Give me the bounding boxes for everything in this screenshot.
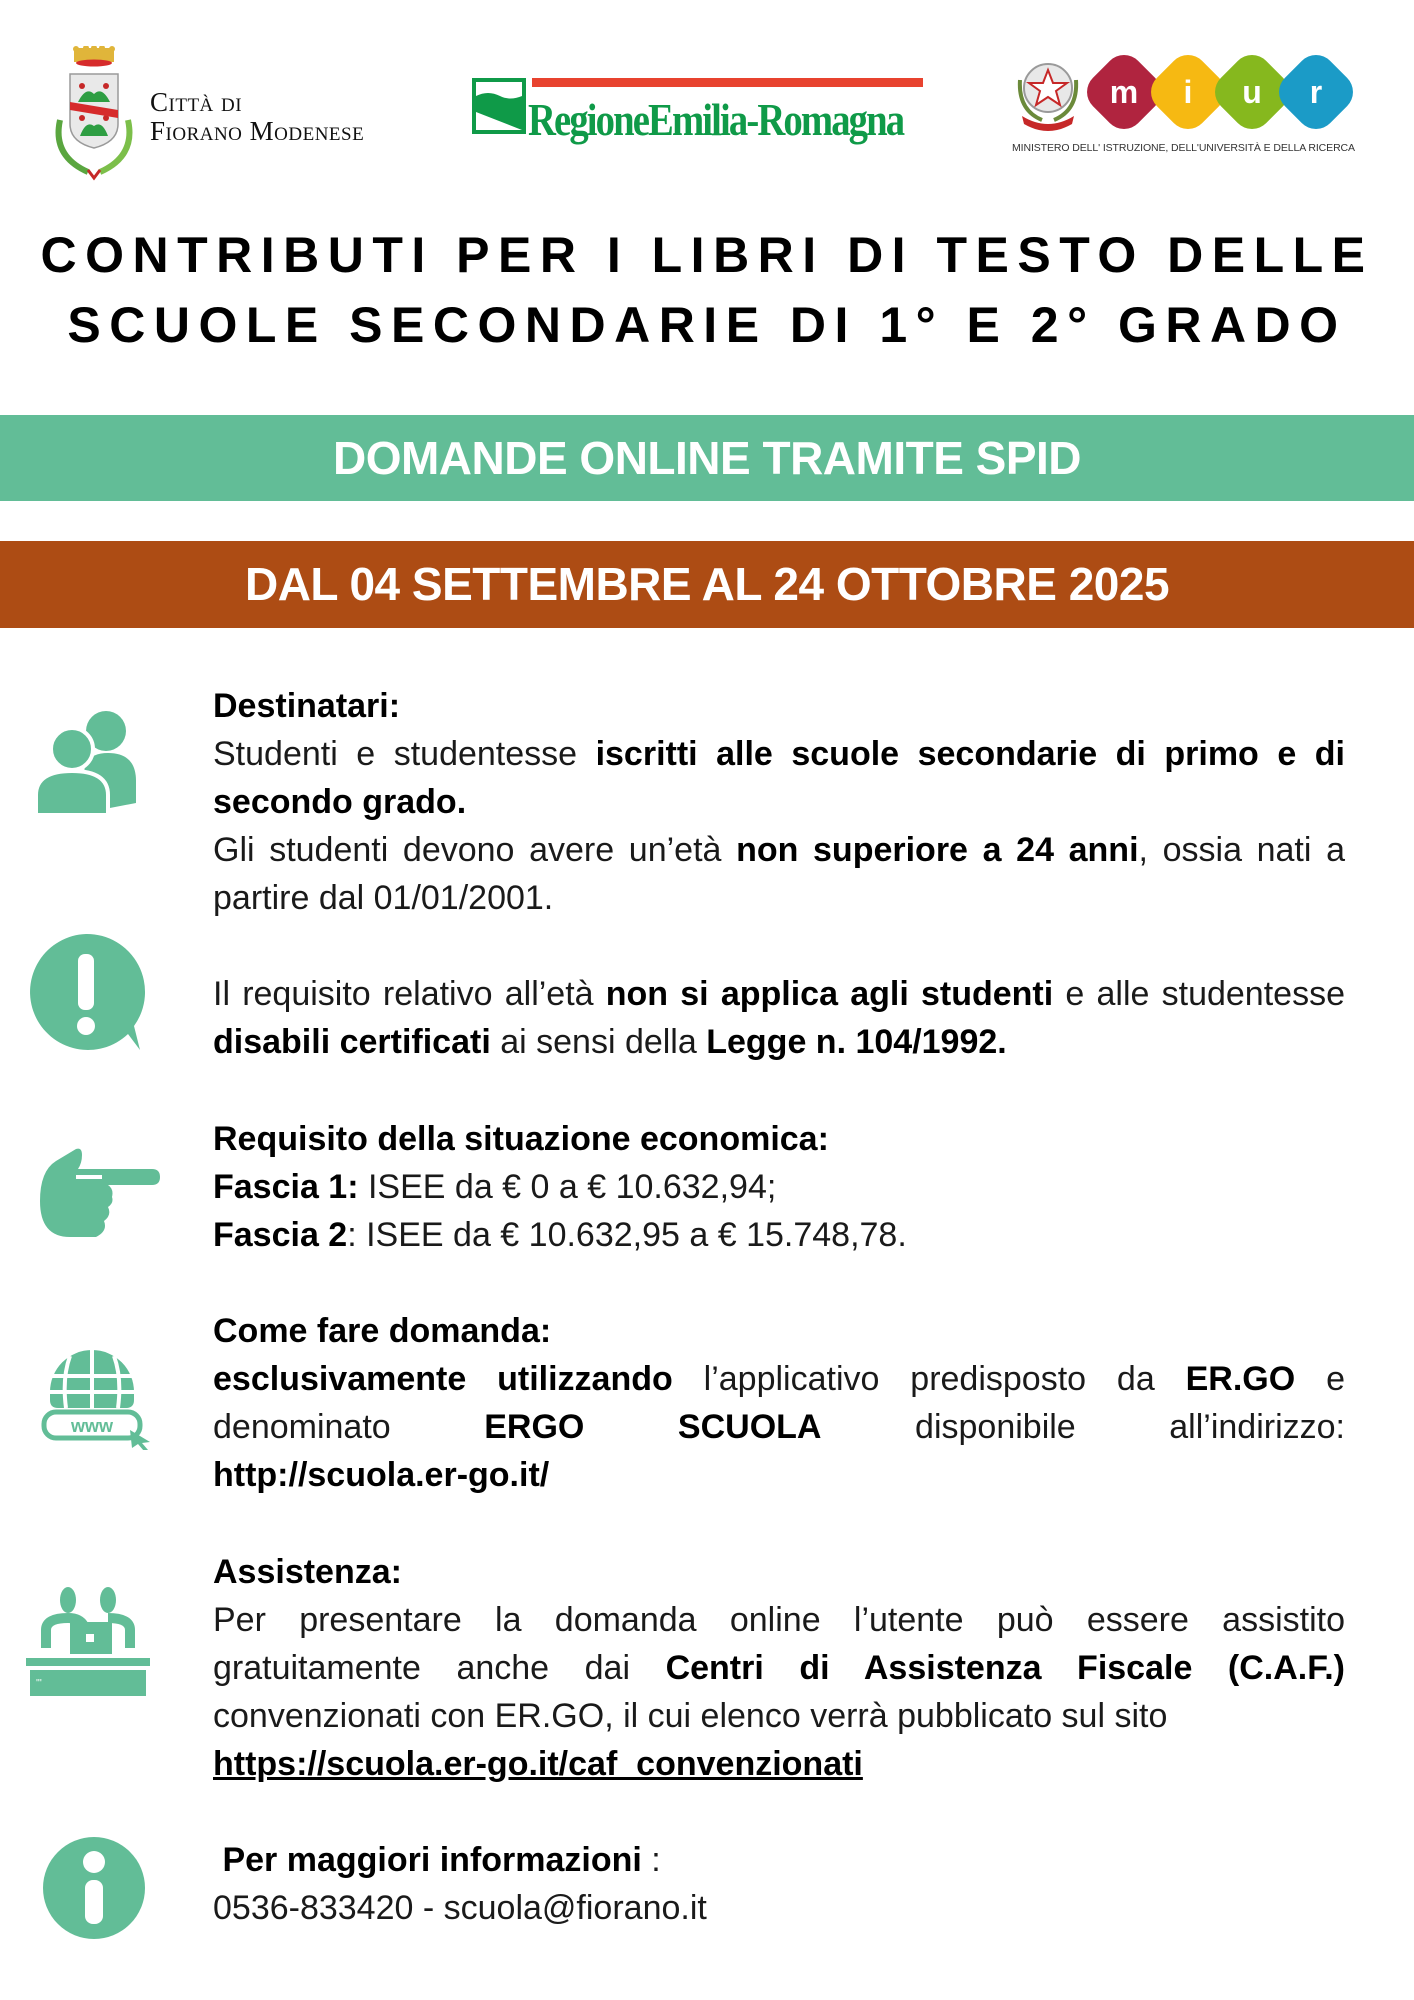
fascia-1-value: ISEE da € 0 a € 10.632,94; bbox=[358, 1168, 777, 1206]
pointing-hand-icon bbox=[36, 1145, 160, 1241]
section-economic-requirement bbox=[213, 1115, 1345, 1259]
contact-phone[interactable]: 0536-833420 bbox=[213, 1889, 414, 1927]
users-icon bbox=[32, 705, 144, 815]
age-exception-text-3: ai sensi della bbox=[490, 1023, 707, 1061]
ergo-scuola-link[interactable]: http://scuola.er-go.it/ bbox=[213, 1456, 550, 1494]
info-heading: Per maggiori informazioni bbox=[222, 1841, 642, 1879]
how-to-apply-bold-1: esclusivamente utilizzando bbox=[213, 1360, 673, 1398]
assistance-text bbox=[213, 1596, 1345, 1740]
destinatari-text-2-plain: Gli studenti devono avere un’età bbox=[213, 831, 737, 869]
svg-text:www: www bbox=[70, 1416, 114, 1436]
how-to-apply-text bbox=[213, 1355, 1345, 1451]
svg-text:''': ''' bbox=[36, 1678, 42, 1689]
ergo-url-row bbox=[213, 1451, 1345, 1499]
exclamation-icon bbox=[26, 932, 148, 1054]
caf-list-link[interactable]: https://scuola.er-go.it/caf_convenzionati bbox=[213, 1745, 863, 1783]
italian-republic-emblem-icon bbox=[1012, 50, 1084, 134]
fascia-1-label: Fascia 1: bbox=[213, 1168, 359, 1206]
age-exception-bold-3: Legge n. 104/1992. bbox=[706, 1023, 1007, 1061]
ergo-scuola-name: ERGO SCUOLA bbox=[484, 1408, 822, 1446]
info-icon bbox=[42, 1836, 146, 1940]
fiorano-logo bbox=[48, 46, 418, 181]
age-exception-text-1: Il requisito relativo all’età bbox=[213, 975, 606, 1013]
miur-letters bbox=[1086, 54, 1356, 130]
section-destinatari bbox=[213, 682, 1345, 922]
how-to-apply-heading: Come fare domanda: bbox=[213, 1312, 552, 1350]
application-period-banner: DAL 04 SETTEMBRE AL 24 OTTOBRE 2025 bbox=[0, 541, 1414, 628]
destinatari-text-2-bold: non superiore a 24 anni bbox=[736, 831, 1139, 869]
ergo-name: ER.GO bbox=[1185, 1360, 1296, 1398]
miur-logo bbox=[990, 50, 1370, 180]
section-info bbox=[213, 1836, 1345, 1932]
section-age-exception bbox=[213, 970, 1345, 1066]
economic-heading: Requisito della situazione economica: bbox=[213, 1120, 829, 1158]
fiorano-name-line2: Fiorano Modenese bbox=[150, 116, 365, 146]
caf-url-row bbox=[213, 1740, 1345, 1788]
contact-email[interactable]: scuola@fiorano.it bbox=[443, 1889, 707, 1927]
assistance-heading: Assistenza: bbox=[213, 1553, 402, 1591]
miur-caption: MINISTERO DELL' ISTRUZIONE, DELL'UNIVERSITÀ E DELLA RICERCA bbox=[1012, 142, 1355, 154]
section-assistance bbox=[213, 1548, 1345, 1788]
contact-separator: - bbox=[413, 1889, 444, 1927]
destinatari-text-1-plain: Studenti e studentesse bbox=[213, 735, 596, 773]
how-to-apply-text-3: disponibile all’indirizzo: bbox=[821, 1408, 1345, 1446]
application-mode-banner: DOMANDE ONLINE TRAMITE SPID bbox=[0, 415, 1414, 501]
assistance-text-1: Per presentare la domanda online l’utente può essere assistito gratuitamente anche dai bbox=[213, 1601, 1345, 1687]
fiorano-crest-icon bbox=[48, 46, 140, 181]
www-globe-icon bbox=[38, 1338, 156, 1450]
help-desk-icon bbox=[26, 1586, 150, 1696]
page-title-line1: CONTRIBUTI PER I LIBRI DI TESTO DELLE bbox=[40, 227, 1374, 283]
fascia-2-row bbox=[213, 1211, 1345, 1259]
fascia-1-row bbox=[213, 1163, 1345, 1211]
miur-letter-r bbox=[1271, 54, 1356, 130]
page-title-line2: SCUOLE SECONDARIE DI 1° E 2° GRADO bbox=[67, 297, 1347, 353]
fiorano-name bbox=[150, 88, 364, 146]
svg-text:m: m bbox=[1109, 74, 1139, 110]
contact-row bbox=[213, 1884, 1345, 1932]
assistance-text-2: convenzionati con ER.GO, il cui elenco verrà pubblicato sul sito bbox=[213, 1697, 1168, 1735]
fascia-2-label: Fascia 2 bbox=[213, 1216, 348, 1254]
age-exception-bold-2: disabili certificati bbox=[213, 1023, 491, 1061]
info-heading-suffix: : bbox=[641, 1841, 661, 1879]
age-exception-text bbox=[213, 970, 1345, 1066]
destinatari-text-2 bbox=[213, 826, 1345, 922]
er-emblem-icon bbox=[472, 78, 526, 134]
destinatari-text-1-bold: iscritti alle scuole secondarie di primo e di secondo grado. bbox=[213, 735, 1345, 821]
er-wordmark: RegioneEmilia-Romagna bbox=[528, 95, 904, 145]
svg-text:i: i bbox=[1183, 74, 1193, 110]
fascia-2-value: : ISEE da € 10.632,95 a € 15.748,78. bbox=[347, 1216, 907, 1254]
info-heading-row bbox=[213, 1836, 1345, 1884]
destinatari-heading: Destinatari: bbox=[213, 687, 401, 725]
svg-text:r: r bbox=[1309, 74, 1323, 110]
how-to-apply-text-1: l’applicativo predisposto da bbox=[672, 1360, 1186, 1398]
age-exception-bold-1: non si applica agli studenti bbox=[605, 975, 1054, 1013]
destinatari-text-1 bbox=[213, 730, 1345, 826]
fiorano-name-line1: Città di bbox=[150, 87, 243, 117]
section-how-to-apply bbox=[213, 1307, 1345, 1499]
caf-name: Centri di Assistenza Fiscale (C.A.F.) bbox=[665, 1649, 1346, 1687]
how-to-apply-text-2: e denominato bbox=[213, 1360, 1345, 1446]
svg-text:u: u bbox=[1242, 74, 1262, 110]
age-exception-text-2: e alle studentesse bbox=[1053, 975, 1345, 1013]
emilia-romagna-logo bbox=[470, 72, 925, 164]
destinatari-text-2-tail: , ossia nati a partire dal 01/01/2001. bbox=[213, 831, 1345, 917]
er-red-bar bbox=[532, 78, 923, 87]
